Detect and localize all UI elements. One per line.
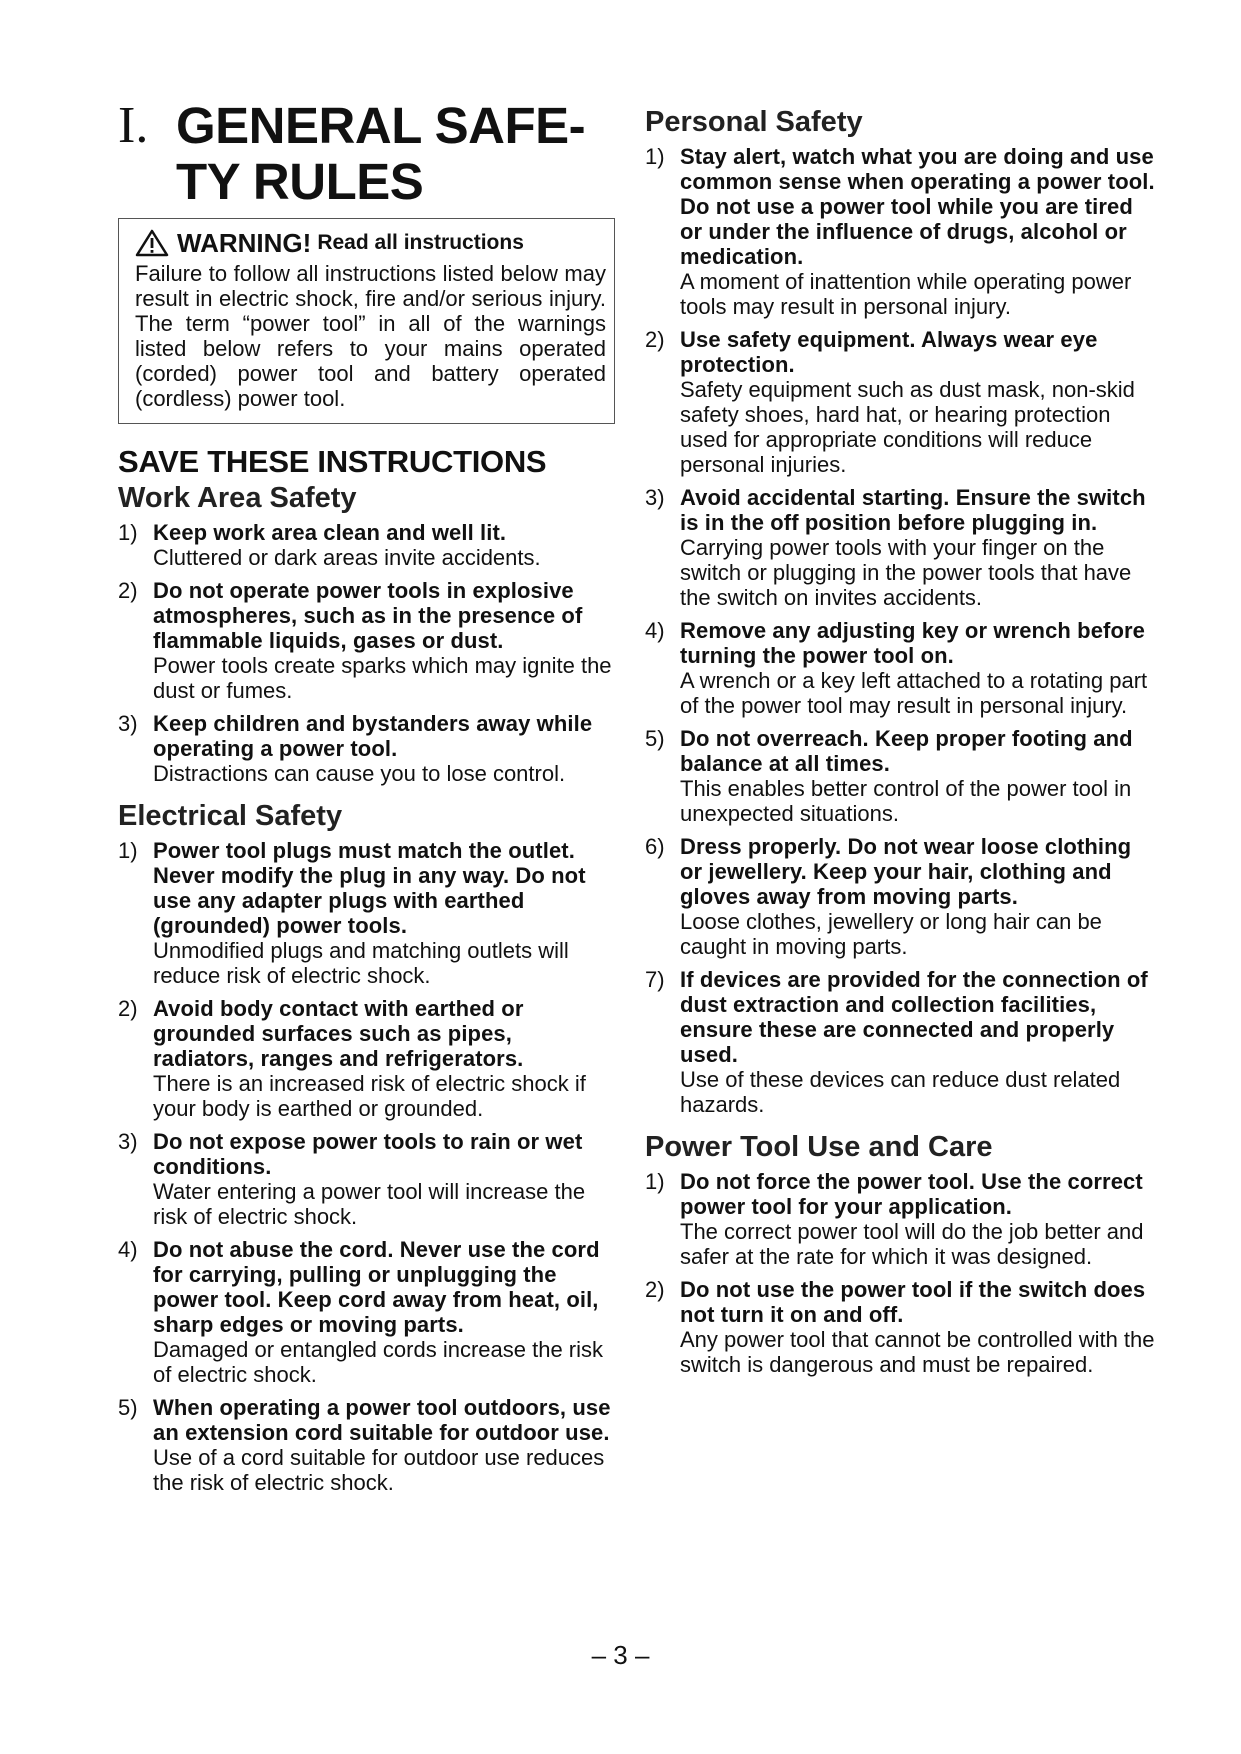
item-number: 5) bbox=[645, 726, 665, 751]
item-number: 1) bbox=[645, 1169, 665, 1194]
section-title-electrical: Electrical Safety bbox=[118, 800, 343, 832]
rule-bold-text: Avoid body contact with earthed or grounded surfaces such as pipes, radiators, ranges and refrigerators. bbox=[153, 996, 524, 1071]
item-number: 3) bbox=[118, 1129, 138, 1154]
section-title-work-area: Work Area Safety bbox=[118, 482, 357, 514]
left-column bbox=[118, 98, 618, 1503]
rule-explanation: A wrench or a key left attached to a rotating part of the power tool may result in personal injury. bbox=[680, 668, 1148, 718]
list-item bbox=[118, 1395, 618, 1495]
item-number: 6) bbox=[645, 834, 665, 859]
rule-bold-text: Do not expose power tools to rain or wet conditions. bbox=[153, 1129, 583, 1179]
right-column bbox=[645, 104, 1155, 1385]
save-instructions-heading: SAVE THESE INSTRUCTIONS bbox=[118, 444, 547, 479]
rule-explanation: A moment of inattention while operating power tools may result in personal injury. bbox=[680, 269, 1132, 319]
chapter-heading bbox=[118, 98, 618, 210]
list-item bbox=[118, 838, 618, 988]
electrical-list bbox=[118, 838, 618, 1495]
rule-bold-text: Dress properly. Do not wear loose clothing or jewellery. Keep your hair, clothing and gloves away from moving parts. bbox=[680, 834, 1132, 909]
item-number: 2) bbox=[645, 1277, 665, 1302]
warning-box bbox=[118, 218, 615, 424]
rule-explanation: Damaged or entangled cords increase the risk of electric shock. bbox=[153, 1337, 604, 1387]
rule-bold-text: Do not operate power tools in explosive atmospheres, such as in the presence of flammable liquids, gases or dust. bbox=[153, 578, 583, 653]
item-number: 2) bbox=[118, 578, 138, 603]
item-number: 4) bbox=[645, 618, 665, 643]
item-number: 2) bbox=[118, 996, 138, 1021]
rule-explanation: Safety equipment such as dust mask, non-skid safety shoes, hard hat, or hearing protection used for appropriate conditions will reduce personal injuries. bbox=[680, 377, 1135, 477]
rule-explanation: Unmodified plugs and matching outlets will reduce risk of electric shock. bbox=[153, 938, 569, 988]
list-item bbox=[645, 485, 1155, 610]
personal-list bbox=[645, 144, 1155, 1117]
rule-explanation: Any power tool that cannot be controlled with the switch is dangerous and must be repaired. bbox=[680, 1327, 1155, 1377]
rule-bold-text: Use safety equipment. Always wear eye protection. bbox=[680, 327, 1098, 377]
rule-explanation: Cluttered or dark areas invite accidents. bbox=[153, 545, 541, 570]
list-item bbox=[645, 834, 1155, 959]
item-number: 4) bbox=[118, 1237, 138, 1262]
rule-bold-text: Remove any adjusting key or wrench before turning the power tool on. bbox=[680, 618, 1146, 668]
list-item bbox=[118, 1237, 618, 1387]
chapter-title-line-1: GENERAL SAFE- bbox=[176, 97, 586, 154]
page-number: – 3 – bbox=[591, 1640, 650, 1670]
rule-bold-text: Keep work area clean and well lit. bbox=[153, 520, 507, 545]
warning-instruction: Read all instructions bbox=[317, 231, 524, 254]
list-item bbox=[118, 578, 618, 703]
rule-bold-text: Avoid accidental starting. Ensure the switch is in the off position before plugging in. bbox=[680, 485, 1146, 535]
item-number: 3) bbox=[645, 485, 665, 510]
rule-explanation: Water entering a power tool will increase the risk of electric shock. bbox=[153, 1179, 586, 1229]
rule-bold-text: Do not use the power tool if the switch does not turn it on and off. bbox=[680, 1277, 1146, 1327]
item-number: 5) bbox=[118, 1395, 138, 1420]
warning-header bbox=[135, 229, 606, 257]
rule-explanation: There is an increased risk of electric shock if your body is earthed or grounded. bbox=[153, 1071, 586, 1121]
rule-explanation: Loose clothes, jewellery or long hair can be caught in moving parts. bbox=[680, 909, 1102, 959]
rule-explanation: Distractions can cause you to lose control. bbox=[153, 761, 566, 786]
rule-explanation: Carrying power tools with your finger on the switch or plugging in the power tools that have the switch on invites accidents. bbox=[680, 535, 1132, 610]
item-number: 1) bbox=[645, 144, 665, 169]
warning-label: WARNING! bbox=[177, 228, 312, 258]
item-number: 7) bbox=[645, 967, 665, 992]
item-number: 1) bbox=[118, 838, 138, 863]
rule-bold-text: Do not force the power tool. Use the correct power tool for your application. bbox=[680, 1169, 1143, 1219]
rule-bold-text: Stay alert, watch what you are doing and use common sense when operating a power tool. Do not use a power tool while you are tired or under the influence of drugs, alcohol or medication. bbox=[680, 144, 1155, 269]
list-item bbox=[645, 726, 1155, 826]
rule-bold-text: Power tool plugs must match the outlet. Never modify the plug in any way. Do not use any adapter plugs with earthed (grounded) power tools. bbox=[153, 838, 586, 938]
chapter-title-line-2: TY RULES bbox=[176, 153, 424, 210]
power-tool-list bbox=[645, 1169, 1155, 1377]
list-item bbox=[118, 711, 618, 786]
rule-explanation: This enables better control of the power tool in unexpected situations. bbox=[680, 776, 1132, 826]
item-number: 3) bbox=[118, 711, 138, 736]
rule-bold-text: Keep children and bystanders away while operating a power tool. bbox=[153, 711, 593, 761]
warning-text: Failure to follow all instructions listed below may result in electric shock, fire and/or serious injury. The term “power tool” in all of the warnings listed below refers to your mains operated (corded) power tool and battery operated (cordless) power tool. bbox=[135, 261, 606, 411]
rule-bold-text: When operating a power tool outdoors, use an extension cord suitable for outdoor use. bbox=[153, 1395, 611, 1445]
item-number: 1) bbox=[118, 520, 138, 545]
list-item bbox=[645, 1169, 1155, 1269]
rule-explanation: Use of a cord suitable for outdoor use reduces the risk of electric shock. bbox=[153, 1445, 605, 1495]
list-item bbox=[645, 327, 1155, 477]
section-title-power-tool: Power Tool Use and Care bbox=[645, 1131, 993, 1163]
rule-bold-text: Do not overreach. Keep proper footing and balance at all times. bbox=[680, 726, 1133, 776]
list-item bbox=[645, 967, 1155, 1117]
rule-explanation: Power tools create sparks which may ignite the dust or fumes. bbox=[153, 653, 612, 703]
item-number: 2) bbox=[645, 327, 665, 352]
section-title-personal: Personal Safety bbox=[645, 106, 863, 138]
list-item bbox=[645, 1277, 1155, 1377]
rule-bold-text: Do not abuse the cord. Never use the cord for carrying, pulling or unplugging the power tool. Keep cord away from heat, oil, sharp edges or moving parts. bbox=[153, 1237, 600, 1337]
list-item bbox=[118, 520, 618, 570]
list-item bbox=[645, 144, 1155, 319]
chapter-number: I. bbox=[118, 97, 149, 154]
rule-explanation: Use of these devices can reduce dust related hazards. bbox=[680, 1067, 1121, 1117]
list-item bbox=[118, 1129, 618, 1229]
rule-bold-text: If devices are provided for the connection of dust extraction and collection facilities, ensure these are connected and properly used. bbox=[680, 967, 1148, 1067]
list-item bbox=[118, 996, 618, 1121]
work-area-list bbox=[118, 520, 618, 786]
warning-triangle-icon bbox=[135, 229, 169, 257]
rule-explanation: The correct power tool will do the job better and safer at the rate for which it was designed. bbox=[680, 1219, 1144, 1269]
list-item bbox=[645, 618, 1155, 718]
